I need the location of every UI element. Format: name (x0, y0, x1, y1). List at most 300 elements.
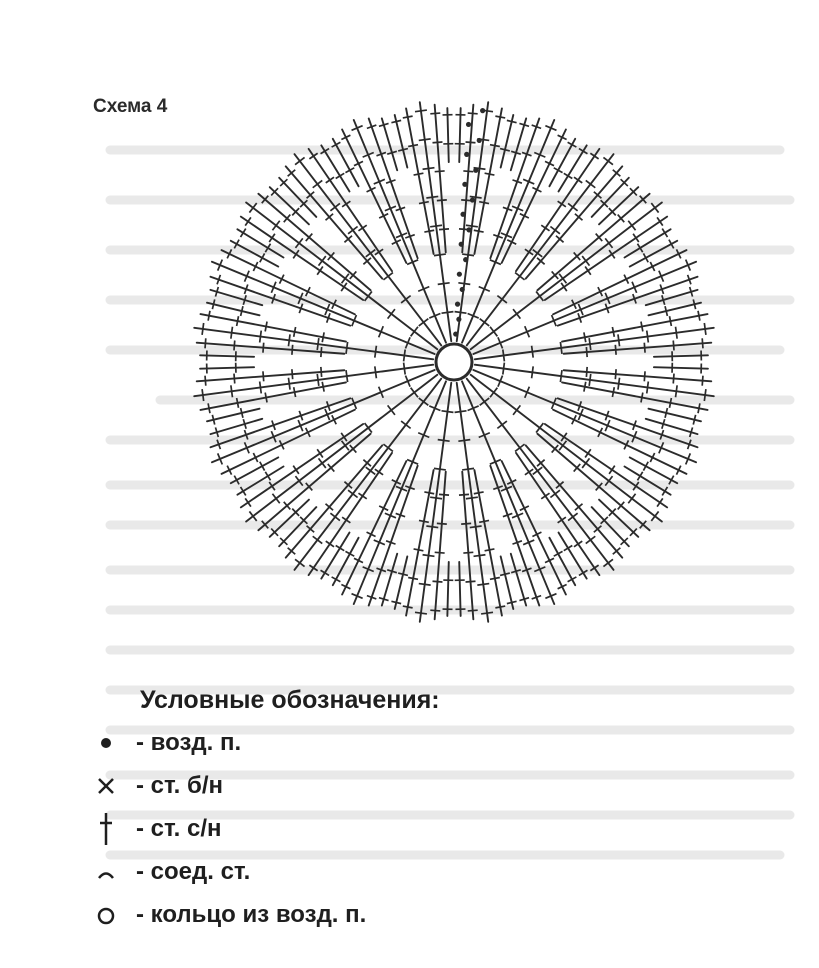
legend (96, 686, 440, 936)
chain-stitch-dot (463, 257, 468, 262)
stitch-crossbar (288, 378, 290, 390)
crochet-scheme-diagram (190, 100, 730, 630)
legend-item-label: - кольцо из возд. п. (136, 900, 367, 928)
stitch-crossbar (500, 573, 510, 575)
stitch-crossbar (319, 458, 326, 468)
stitch-crossbar (415, 612, 427, 614)
stitch-crossbar (442, 312, 454, 314)
stitch-post (459, 562, 460, 616)
stitch-crossbar (263, 343, 264, 353)
stitch-crossbar (265, 393, 267, 403)
stitch-crossbar (513, 405, 520, 415)
stitch-crossbar (585, 266, 591, 274)
stitch-crossbar (525, 249, 533, 255)
stitch-crossbar (430, 497, 442, 499)
stitch-crossbar (336, 173, 345, 178)
stitch-crossbar (342, 517, 350, 523)
stitch-crossbar (317, 374, 319, 386)
chain-stitch-dot (460, 212, 465, 217)
stitch-crossbar (470, 526, 482, 528)
stitch-crossbar (641, 393, 643, 403)
chain-stitch-dot (457, 272, 462, 277)
stitch-crossbar (426, 526, 438, 528)
stitch-crossbar (590, 153, 598, 159)
stitch-crossbar (605, 238, 612, 248)
stitch-crossbar (662, 229, 667, 238)
stitch-crossbar (633, 482, 639, 490)
stitch-crossbar (426, 196, 438, 198)
stitch-crossbar (383, 444, 393, 451)
chain-stitch-dot (464, 152, 469, 157)
legend-item-double-crochet (96, 807, 440, 850)
slip-stitch-arc-icon (96, 854, 136, 890)
legend-item-slip-stitch (96, 850, 440, 893)
stitch-crossbar (336, 545, 345, 550)
stitch-crossbar (439, 229, 449, 230)
stitch-crossbar (533, 250, 543, 257)
stitch-crossbar (559, 274, 566, 284)
stitch-crossbar (603, 559, 613, 566)
stitch-crossbar (269, 234, 275, 242)
stitch-crossbar (541, 225, 549, 231)
stitch-crossbar (326, 541, 334, 547)
stitch-crossbar (295, 559, 305, 566)
stitch-post (309, 453, 392, 575)
stitch-crossbar (618, 378, 620, 390)
stitch-crossbar (536, 291, 543, 301)
stitch-crossbar (612, 327, 614, 337)
stitch-crossbar (637, 472, 642, 481)
stitch-post (237, 466, 283, 494)
stitch-crossbar (665, 306, 667, 316)
stitch-crossbar (358, 225, 366, 231)
stitch-crossbar (295, 157, 305, 164)
stitch-crossbar (704, 323, 706, 335)
legend-item-label: - возд. п. (136, 728, 242, 756)
stitch-crossbar (477, 584, 489, 586)
stitch-crossbar (463, 552, 473, 553)
stitch-crossbar (479, 202, 489, 204)
stitch-crossbar (669, 398, 671, 408)
stitch-crossbar (348, 227, 358, 234)
stitch-crossbar (579, 149, 588, 154)
chain-stitch-dot (456, 317, 461, 322)
stitch-post (200, 355, 254, 356)
stitch-post (625, 229, 671, 257)
stitch-crossbar (582, 256, 589, 266)
stitch-crossbar (698, 311, 700, 321)
legend-item-label: - ст. б/н (136, 771, 223, 799)
stitch-crossbar (208, 311, 210, 321)
stitch-crossbar (408, 577, 418, 579)
stitch-crossbar (245, 217, 251, 225)
stitch-crossbar (208, 403, 210, 413)
stitch-crossbar (237, 316, 239, 326)
chain-stitch-dot (477, 138, 482, 143)
legend-heading: Условные обозначения: (140, 686, 440, 714)
stitch-crossbar (458, 440, 470, 442)
stitch-post (321, 533, 349, 579)
stitch-crossbar (582, 458, 589, 468)
stitch-post (231, 457, 278, 483)
stitch-crossbar (503, 350, 505, 362)
stitch-crossbar (702, 376, 703, 386)
stitch-crossbar (430, 113, 440, 114)
stitch-crossbar (532, 346, 534, 358)
stitch-crossbar (474, 492, 484, 494)
stitch-crossbar (673, 340, 674, 350)
stitch-crossbar (615, 345, 616, 355)
stitch-crossbar (495, 116, 505, 118)
stitch-crossbar (391, 120, 401, 122)
stitch-crossbar (500, 149, 510, 151)
stitch-post (207, 409, 260, 422)
stitch-crossbar (586, 536, 596, 543)
stitch-crossbar (295, 238, 302, 248)
stitch-post (549, 538, 575, 585)
stitch-crossbar (662, 487, 667, 496)
single-crochet-x-icon (96, 768, 136, 804)
stitch-crossbar (669, 316, 671, 326)
legend-item-label: - соед. ст. (136, 857, 251, 885)
stitch-crossbar (365, 291, 372, 301)
stitch-post (231, 241, 278, 267)
stitch-crossbar (480, 319, 490, 326)
stitch-crossbar (612, 387, 614, 397)
stitch-post (545, 217, 667, 300)
stitch-crossbar (241, 408, 243, 418)
stitch-crossbar (265, 322, 267, 332)
stitch-crossbar (704, 389, 706, 401)
stitch-crossbar (693, 415, 695, 425)
stitch-crossbar (313, 180, 323, 187)
stitch-crossbar (628, 221, 635, 231)
stitch-post (447, 108, 448, 162)
stitch-post (592, 507, 629, 546)
stitch-crossbar (265, 244, 270, 253)
stitch-crossbar (568, 203, 578, 210)
stitch-crossbar (375, 249, 383, 255)
stitch-post (648, 409, 701, 422)
stitch-crossbar (618, 334, 620, 346)
stitch-crossbar (265, 472, 270, 481)
stitch-crossbar (589, 374, 591, 386)
chain-stitch-dot (466, 122, 471, 127)
stitch-crossbar (401, 296, 411, 303)
stitch-crossbar (497, 421, 507, 428)
stitch-crossbar (541, 493, 549, 499)
stitch-crossbar (515, 444, 525, 451)
stitch-crossbar (693, 299, 695, 309)
stitch-crossbar (665, 408, 667, 418)
stitch-crossbar (584, 332, 586, 342)
stitch-crossbar (586, 180, 596, 187)
stitch-crossbar (398, 573, 408, 575)
stitch-crossbar (466, 225, 478, 227)
stitch-crossbar (657, 217, 663, 225)
stitch-crossbar (317, 449, 323, 457)
stitch-crossbar (513, 309, 520, 319)
chain-stitch-dot (453, 331, 458, 336)
stitch-crossbar (609, 466, 615, 474)
stitch-crossbar (466, 497, 478, 499)
stitch-crossbar (644, 371, 645, 381)
stitch-crossbar (317, 338, 319, 350)
stitch-crossbar (375, 366, 377, 378)
chain-stitch-dot-icon (96, 725, 136, 761)
chain-stitch-dot (480, 108, 485, 113)
stitch-crossbar (507, 601, 517, 603)
stitch-crossbar (485, 549, 495, 551)
stitch-post (558, 533, 586, 579)
stitch-crossbar (403, 116, 413, 118)
stitch-crossbar (568, 513, 578, 520)
stitch-post (447, 562, 448, 616)
stitch-crossbar (419, 139, 431, 141)
stitch-crossbar (439, 494, 449, 495)
stitch-crossbar (644, 343, 645, 353)
stitch-crossbar (383, 273, 393, 280)
stitch-post (241, 424, 363, 507)
stitch-crossbar (205, 376, 206, 386)
stitch-crossbar (358, 493, 366, 499)
stitch-crossbar (432, 142, 442, 143)
stitch-crossbar (485, 173, 495, 175)
chain-stitch-dot (462, 182, 467, 187)
stitch-crossbar (647, 331, 649, 343)
stitch-crossbar (455, 312, 467, 314)
stitch-crossbar (525, 469, 533, 475)
legend-item-chain-stitch (96, 721, 440, 764)
stitch-post (420, 102, 451, 341)
stitch-crossbar (468, 610, 478, 611)
stitch-crossbar (322, 382, 324, 392)
stitch-crossbar (430, 610, 440, 611)
stitch-crossbar (462, 468, 474, 470)
chain-stitch-dot (466, 227, 471, 232)
stitch-post (420, 383, 451, 622)
stitch-crossbar (480, 398, 490, 405)
stitch-crossbar (202, 389, 204, 401)
stitch-post (516, 453, 599, 575)
stitch-crossbar (241, 487, 246, 496)
stitch-crossbar (574, 541, 582, 547)
scheme-title: Схема 4 (93, 96, 168, 117)
stitch-crossbar (403, 606, 413, 608)
stitch-post (475, 328, 714, 359)
stitch-post (592, 178, 629, 217)
stitch-post (207, 303, 260, 316)
stitch-post (279, 178, 316, 217)
legend-item-chain-ring (96, 893, 440, 936)
stitch-post (549, 139, 575, 186)
stitch-crossbar (342, 274, 349, 284)
stitch-crossbar (676, 385, 678, 397)
stitch-crossbar (322, 332, 324, 342)
stitch-crossbar (365, 423, 372, 433)
stitch-post (459, 108, 460, 162)
stitch-crossbar (590, 565, 598, 571)
stitch-post (395, 556, 408, 609)
stitch-crossbar (330, 513, 340, 520)
stitch-crossbar (202, 323, 204, 335)
stitch-crossbar (574, 177, 582, 183)
stitch-crossbar (321, 367, 322, 377)
stitch-crossbar (411, 388, 418, 398)
stitch-post (501, 556, 514, 609)
stitch-crossbar (435, 171, 445, 172)
legend-item-single-crochet (96, 764, 440, 807)
stitch-crossbar (260, 382, 262, 394)
stitch-crossbar (398, 149, 408, 151)
stitch-crossbar (605, 476, 612, 486)
stitch-crossbar (589, 338, 591, 350)
stitch-crossbar (408, 145, 418, 147)
stitch-crossbar (437, 200, 447, 201)
stitch-crossbar (647, 382, 649, 394)
stitch-crossbar (603, 157, 613, 164)
stitch-crossbar (561, 433, 567, 441)
stitch-crossbar (651, 203, 658, 213)
stitch-post (654, 355, 708, 356)
stitch-crossbar (414, 549, 424, 551)
stitch-crossbar (263, 371, 264, 381)
stitch-post (599, 187, 638, 224)
stitch-post (270, 187, 309, 224)
stitch-post (457, 383, 488, 622)
stitch-crossbar (490, 327, 497, 337)
stitch-crossbar (423, 168, 435, 170)
stitch-crossbar (558, 201, 566, 207)
stitch-crossbar (474, 555, 486, 557)
stitch-crossbar (424, 230, 434, 232)
stitch-crossbar (293, 466, 299, 474)
stitch-crossbar (375, 346, 377, 358)
stitch-crossbar (321, 570, 330, 575)
chain-stitch-dot (459, 242, 464, 247)
stitch-crossbar (462, 254, 474, 256)
stitch-crossbar (481, 612, 493, 614)
stitch-post (625, 466, 671, 494)
stitch-crossbar (564, 545, 573, 550)
stitch-crossbar (434, 254, 446, 256)
stitch-crossbar (404, 350, 406, 362)
stitch-post (395, 115, 408, 168)
stitch-post (333, 139, 359, 186)
stitch-crossbar (313, 536, 323, 543)
stitch-crossbar (342, 201, 350, 207)
stitch-crossbar (468, 113, 478, 114)
stitch-crossbar (641, 322, 643, 332)
stitch-crossbar (533, 467, 543, 474)
stitch-crossbar (414, 173, 424, 175)
stitch-post (333, 538, 359, 585)
stitch-post (194, 328, 433, 359)
stitch-post (200, 367, 254, 368)
stitch-crossbar (309, 565, 317, 571)
stitch-crossbar (438, 440, 450, 442)
stitch-crossbar (401, 421, 411, 428)
stitch-crossbar (293, 250, 299, 258)
stitch-crossbar (212, 415, 214, 425)
stitch-crossbar (461, 523, 471, 524)
stitch-crossbar (272, 494, 279, 504)
stitch-post (599, 500, 638, 537)
stitch-crossbar (415, 110, 427, 112)
stitch-crossbar (294, 327, 296, 337)
stitch-crossbar (564, 173, 573, 178)
double-crochet-icon (96, 811, 136, 847)
chain-stitch-dot (470, 197, 475, 202)
stitch-crossbar (633, 234, 639, 242)
stitch-crossbar (490, 388, 497, 398)
stitch-post (516, 149, 599, 271)
stitch-crossbar (442, 411, 454, 413)
stitch-crossbar (375, 469, 383, 475)
stitch-post (237, 229, 283, 257)
stitch-post (241, 217, 363, 300)
stitch-crossbar (245, 498, 251, 506)
stitch-crossbar (348, 490, 358, 497)
stitch-crossbar (269, 482, 275, 490)
stitch-crossbar (615, 369, 616, 379)
stitch-crossbar (341, 433, 347, 441)
stitch-crossbar (458, 283, 470, 285)
stitch-crossbar (438, 283, 450, 285)
stitch-crossbar (432, 581, 442, 582)
stitch-crossbar (388, 405, 395, 415)
stitch-crossbar (676, 327, 678, 339)
stitch-crossbar (536, 423, 543, 433)
stitch-crossbar (234, 374, 235, 384)
chain-stitch-dot (455, 302, 460, 307)
stitch-crossbar (532, 366, 534, 378)
stitch-crossbar (435, 552, 445, 553)
stitch-crossbar (419, 319, 429, 326)
legend-item-label: - ст. с/н (136, 814, 222, 842)
stitch-crossbar (366, 467, 376, 474)
stitch-crossbar (241, 229, 246, 238)
stitch-crossbar (628, 494, 635, 504)
stitch-crossbar (586, 347, 587, 357)
stitch-crossbar (321, 347, 322, 357)
stitch-post (279, 507, 316, 546)
chain-ring-icon (96, 897, 136, 933)
stitch-crossbar (346, 370, 348, 382)
stitch-post (321, 145, 349, 191)
stitch-post (475, 365, 714, 396)
stitch-crossbar (249, 511, 256, 521)
stitch-crossbar (292, 345, 293, 355)
stitch-crossbar (342, 441, 349, 451)
stitch-crossbar (241, 306, 243, 316)
stitch-crossbar (560, 342, 562, 354)
stitch-crossbar (419, 584, 431, 586)
stitch-post (648, 303, 701, 316)
stitch-crossbar (419, 398, 429, 405)
stitch-post (194, 365, 433, 396)
stitch-crossbar (637, 244, 642, 253)
stitch-crossbar (317, 266, 323, 274)
stitch-crossbar (404, 363, 406, 375)
stitch-crossbar (272, 221, 279, 231)
stitch-crossbar (437, 523, 447, 524)
stitch-post (654, 367, 708, 368)
stitch-crossbar (212, 299, 214, 309)
stitch-crossbar (586, 367, 587, 377)
stitch-crossbar (411, 327, 418, 337)
stitch-crossbar (388, 309, 395, 319)
